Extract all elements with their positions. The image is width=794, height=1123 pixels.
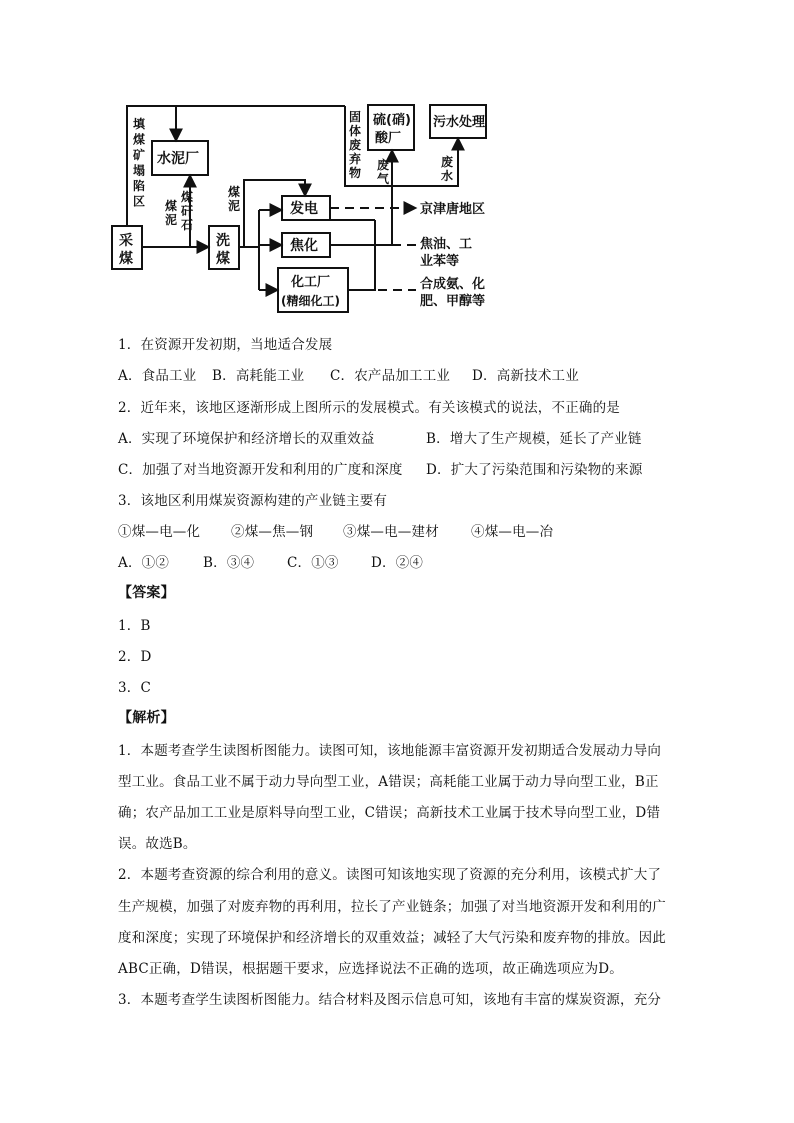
output-jingjintang: 京津唐地区	[420, 202, 486, 217]
q1-options	[118, 364, 579, 384]
liusuanchang-label-2: 酸厂	[375, 131, 402, 146]
huagongchang-sub-label: (精细化工)	[281, 294, 340, 308]
output-jiaoyou-1: 焦油、工	[420, 237, 473, 252]
q2-options-row2	[118, 458, 643, 478]
q3-chain-4: ④煤—电—冶	[471, 524, 554, 540]
edge-label-meimeganshi: 煤矸石	[181, 190, 194, 232]
fadian-label: 发电	[290, 201, 318, 217]
analysis-line: 3．本题考查学生读图析图能力。结合材料及图示信息可知，该地有丰富的煤炭资源，充分	[118, 992, 662, 1008]
wushui-label: 污水处理	[433, 115, 486, 130]
caimei-label-1: 采	[119, 233, 133, 249]
q3-chain-2: ②煤—焦—钢	[231, 524, 314, 540]
jiaohua-label: 焦化	[290, 238, 318, 254]
edge-label-tianmei: 填煤矿塌陷区	[133, 117, 146, 209]
analysis-line: 确；农产品加工工业是原料导向型工业，C错误；高新技术工业属于技术导向型工业，D错	[118, 805, 661, 821]
output-hecheng-1: 合成氨、化	[420, 277, 486, 292]
edge-label-feiqi: 废气	[377, 158, 390, 186]
q1-option-c: C．农产品加工工业	[330, 368, 451, 384]
answer-item: 1．B	[118, 618, 151, 634]
caimei-label-2: 煤	[119, 251, 133, 267]
edge-label-meini-top: 煤泥	[228, 185, 241, 213]
liusuanchang-label-1: 硫(硝)	[373, 113, 411, 128]
q1-stem: 1．在资源开发初期，当地适合发展	[118, 337, 333, 353]
edge-label-feishui: 废水	[441, 155, 454, 183]
q2-option-a: A．实现了环境保护和经济增长的双重效益	[118, 431, 375, 447]
q3-option-b: B．③④	[203, 555, 255, 571]
q2-options-row1	[118, 427, 642, 447]
answer-item: 2．D	[118, 649, 152, 665]
q1-option-b: B．高耗能工业	[212, 368, 305, 384]
q1-option-a: A．食品工业	[118, 368, 197, 384]
q3-option-d: D．②④	[371, 555, 424, 571]
q2-option-c: C．加强了对当地资源开发和利用的广度和深度	[118, 462, 403, 478]
q3-option-c: C．①③	[287, 555, 339, 571]
q2-stem: 2．近年来，该地区逐渐形成上图所示的发展模式。有关该模式的说法，不正确的是	[118, 400, 620, 416]
analysis-line: 度和深度；实现了环境保护和经济增长的双重效益；减轻了大气污染和废弃物的排放。因此	[118, 930, 666, 946]
q3-chain-1: ①煤—电—化	[118, 524, 201, 540]
edge-label-meini-left: 煤泥	[165, 199, 178, 227]
analysis-line: ABC正确，D错误，根据题干要求，应选择说法不正确的选项，故正确选项应为D。	[118, 961, 623, 977]
xiumei-label-2: 煤	[216, 251, 230, 267]
q3-chain-3: ③煤—电—建材	[343, 524, 439, 540]
huagongchang-label: 化工厂	[291, 275, 331, 290]
q2-option-d: D．扩大了污染范围和污染物的来源	[426, 462, 643, 478]
q3-option-a: A．①②	[118, 555, 170, 571]
output-jiaoyou-2: 业苯等	[420, 254, 460, 269]
analysis-heading: 【解析】	[118, 710, 175, 726]
analysis-line: 1．本题考查学生读图析图能力。读图可知，该地能源丰富资源开发初期适合发展动力导向	[118, 743, 662, 759]
edge-label-guti: 固体废弃物	[349, 110, 362, 180]
industry-chain-diagram	[0, 0, 794, 320]
analysis-line: 2．本题考查资源的综合利用的意义。读图可知该地实现了资源的充分利用，该模式扩大了	[118, 867, 662, 883]
q2-option-b: B．增大了生产规模，延长了产业链	[426, 431, 642, 447]
q3-options	[118, 551, 423, 571]
answer-item: 3．C	[118, 680, 152, 696]
xiumei-label-1: 洗	[216, 233, 230, 249]
analysis-line: 误。故选B。	[118, 836, 197, 852]
q3-chains	[118, 520, 553, 540]
analysis-line: 型工业。食品工业不属于动力导向型工业，A错误；高耗能工业属于动力导向型工业，B正	[118, 774, 659, 790]
answer-heading: 【答案】	[118, 585, 175, 601]
q1-option-d: D．高新技术工业	[472, 368, 579, 384]
q3-stem: 3．该地区利用煤炭资源构建的产业链主要有	[118, 493, 388, 509]
output-hecheng-2: 肥、甲醇等	[420, 294, 486, 309]
analysis-line: 生产规模，加强了对废弃物的再利用，拉长了产业链条；加强了对当地资源开发和利用的广	[118, 899, 666, 915]
shuinichang-label: 水泥厂	[157, 151, 199, 167]
